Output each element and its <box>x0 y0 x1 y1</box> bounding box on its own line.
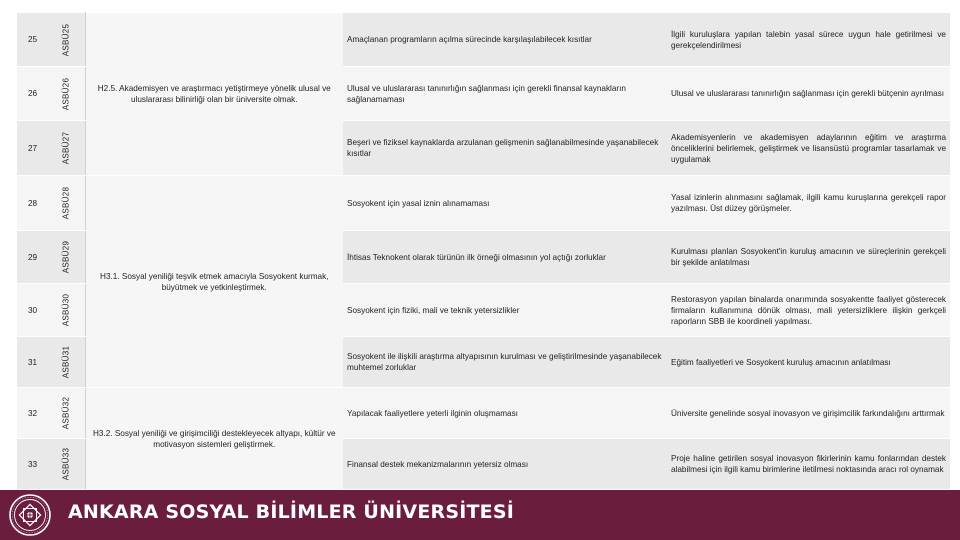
risk-code: ASBÜ27 <box>48 121 85 176</box>
constraint-text: Sosyokent ile ilişkili araştırma altyapısının kurulması ve geliştirilmesinde yaşanabilecek muhtemel zorluklar <box>343 337 668 388</box>
risk-code: ASBÜ25 <box>48 13 85 67</box>
risk-code: ASBÜ32 <box>48 388 85 439</box>
goal-cell: H3.2. Sosyal yeniliği ve girişimciliği destekleyecek altyapı, kültür ve motivasyon sistemleri geliştirmek. <box>85 388 343 490</box>
risk-code: ASBÜ33 <box>48 439 85 490</box>
action-text: Akademisyenlerin ve akademisyen adaylarının eğitim ve araştırma önceliklerini belirlemek, geliştirmek ve lisansüstü programlar tasarlamak ve uygulamak <box>668 121 950 176</box>
row-number: 30 <box>17 284 48 337</box>
risk-code: ASBÜ31 <box>48 337 85 388</box>
university-seal-icon <box>8 493 52 537</box>
risk-code: ASBÜ30 <box>48 284 85 337</box>
row-number: 25 <box>17 13 48 67</box>
constraint-text: Ulusal ve uluslararası tanınırlığın sağlanması için gerekli finansal kaynakların sağlanamaması <box>343 67 668 121</box>
constraint-text: İhtisas Teknokent olarak türünün ilk örneği olmasının yol açtığı zorluklar <box>343 231 668 284</box>
constraint-text: Sosyokent için yasal iznin alınamaması <box>343 176 668 231</box>
risk-table <box>17 12 950 490</box>
constraint-text: Finansal destek mekanizmalarının yetersiz olması <box>343 439 668 490</box>
row-number: 26 <box>17 67 48 121</box>
action-text: Eğitim faaliyetleri ve Sosyokent kuruluş amacının anlatılması <box>668 337 950 388</box>
action-text: Ulusal ve uluslararası tanınırlığın sağlanması için gerekli bütçenin ayrılması <box>668 67 950 121</box>
table-row <box>17 176 950 231</box>
action-text: Restorasyon yapılan binalarda onarımında sosyakentte faaliyet gösterecek firmaların kullanımına dönük olması, mali yetersizliklere ilişkin gerkçeli raporların SBB ile koordineli yapılması. <box>668 284 950 337</box>
row-number: 31 <box>17 337 48 388</box>
row-number: 29 <box>17 231 48 284</box>
table-row <box>17 388 950 439</box>
action-text: Üniversite genelinde sosyal inovasyon ve girişimcilik farkındalığını arttırmak <box>668 388 950 439</box>
action-text: Proje haline getirilen sosyal inovasyon fikirlerinin kamu fonlarından destek alabilmesi için ilgili kamu birimlerine iletilmesi noktasında aracı rol oynamak <box>668 439 950 490</box>
action-text: Kurulması planlan Sosyokent'in kuruluş amacının ve süreçlerinin gerekçeli bir şekilde anlatılması <box>668 231 950 284</box>
row-number: 28 <box>17 176 48 231</box>
action-text: Yasal izinlerin alınmasını sağlamak, ilgili kamu kuruşlarına gerekçeli rapor yazılması. Üst düzey görüşmeler. <box>668 176 950 231</box>
goal-cell: H3.1. Sosyal yeniliği teşvik etmek amacıyla Sosyokent kurmak, büyütmek ve yetkinleştirmek. <box>85 176 343 388</box>
constraint-text: Amaçlanan programların açılma sürecinde karşılaşılabilecek kısıtlar <box>343 13 668 67</box>
constraint-text: Sosyokent için fiziki, mali ve teknik yetersizlikler <box>343 284 668 337</box>
university-name: ANKARA SOSYAL BİLİMLER ÜNİVERSİTESİ <box>68 501 514 523</box>
constraint-text: Beşeri ve fiziksel kaynaklarda arzulanan gelişmenin sağlanabilmesinde yaşanabilecek kısıtlar <box>343 121 668 176</box>
risk-code: ASBÜ29 <box>48 231 85 284</box>
risk-code: ASBÜ26 <box>48 67 85 121</box>
constraint-text: Yapılacak faaliyetlere yeterli ilginin oluşmaması <box>343 388 668 439</box>
footer-bar <box>0 490 960 540</box>
table-row <box>17 13 950 67</box>
action-text: İlgili kuruluşlara yapılan talebin yasal sürece uygun hale getirilmesi ve gerekçelendirilmesi <box>668 13 950 67</box>
goal-cell: H2.5. Akademisyen ve araştırmacı yetiştirmeye yönelik ulusal ve uluslararası bilinirliği olan bir üniversite olmak. <box>85 13 343 176</box>
risk-code: ASBÜ28 <box>48 176 85 231</box>
row-number: 27 <box>17 121 48 176</box>
row-number: 32 <box>17 388 48 439</box>
row-number: 33 <box>17 439 48 490</box>
